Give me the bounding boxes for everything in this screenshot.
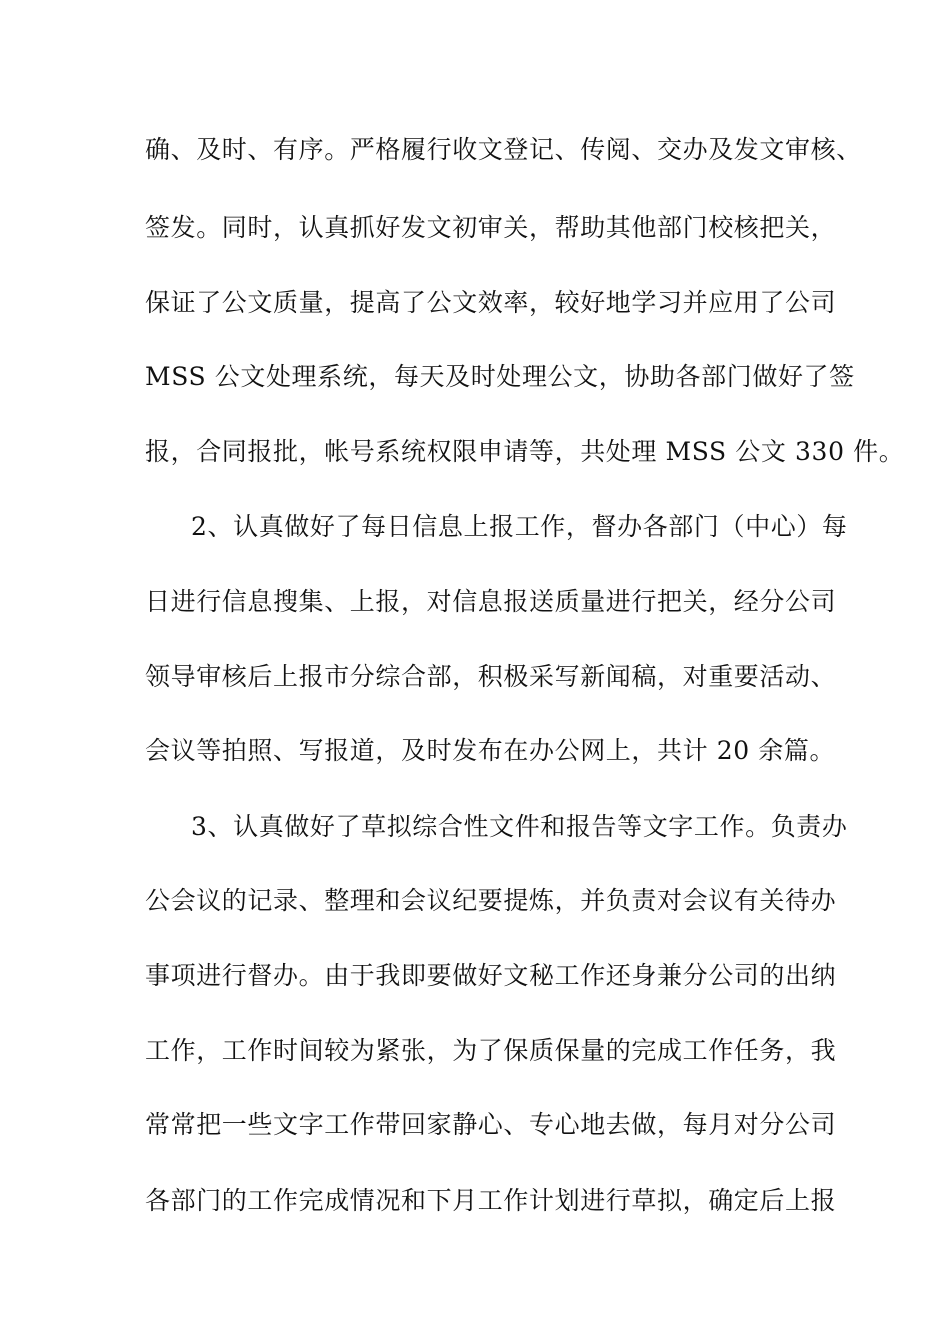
text-line: 事项进行督办。由于我即要做好文秘工作还身兼分公司的出纳 [145, 961, 837, 990]
text-line: 领导审核后上报市分综合部，积极采写新闻稿，对重要活动、 [145, 662, 837, 691]
text-line: MSS 公文处理系统，每天及时处理公文，协助各部门做好了签 [145, 362, 855, 391]
text-line: 会议等拍照、写报道，及时发布在办公网上，共计 20 余篇。 [145, 736, 836, 765]
text-line: 确、及时、有序。严格履行收文登记、传阅、交办及发文审核、 [145, 135, 862, 164]
text-line: 报，合同报批，帐号系统权限申请等，共处理 MSS 公文 330 件。 [145, 437, 905, 466]
text-line: 常常把一些文字工作带回家静心、专心地去做，每月对分公司 [145, 1110, 837, 1139]
text-line: 各部门的工作完成情况和下月工作计划进行草拟，确定后上报 [145, 1186, 837, 1215]
paragraph-start-line: 3、认真做好了草拟综合性文件和报告等文字工作。负责办 [191, 812, 848, 841]
text-line: 公会议的记录、整理和会议纪要提炼，并负责对会议有关待办 [145, 886, 837, 915]
text-line: 签发。同时，认真抓好发文初审关，帮助其他部门校核把关， [145, 213, 837, 242]
text-line: 保证了公文质量，提高了公文效率，较好地学习并应用了公司 [145, 288, 837, 317]
text-line: 工作，工作时间较为紧张，为了保质保量的完成工作任务，我 [145, 1036, 837, 1065]
text-line: 日进行信息搜集、上报，对信息报送质量进行把关，经分公司 [145, 587, 837, 616]
paragraph-start-line: 2、认真做好了每日信息上报工作，督办各部门（中心）每 [191, 512, 848, 541]
